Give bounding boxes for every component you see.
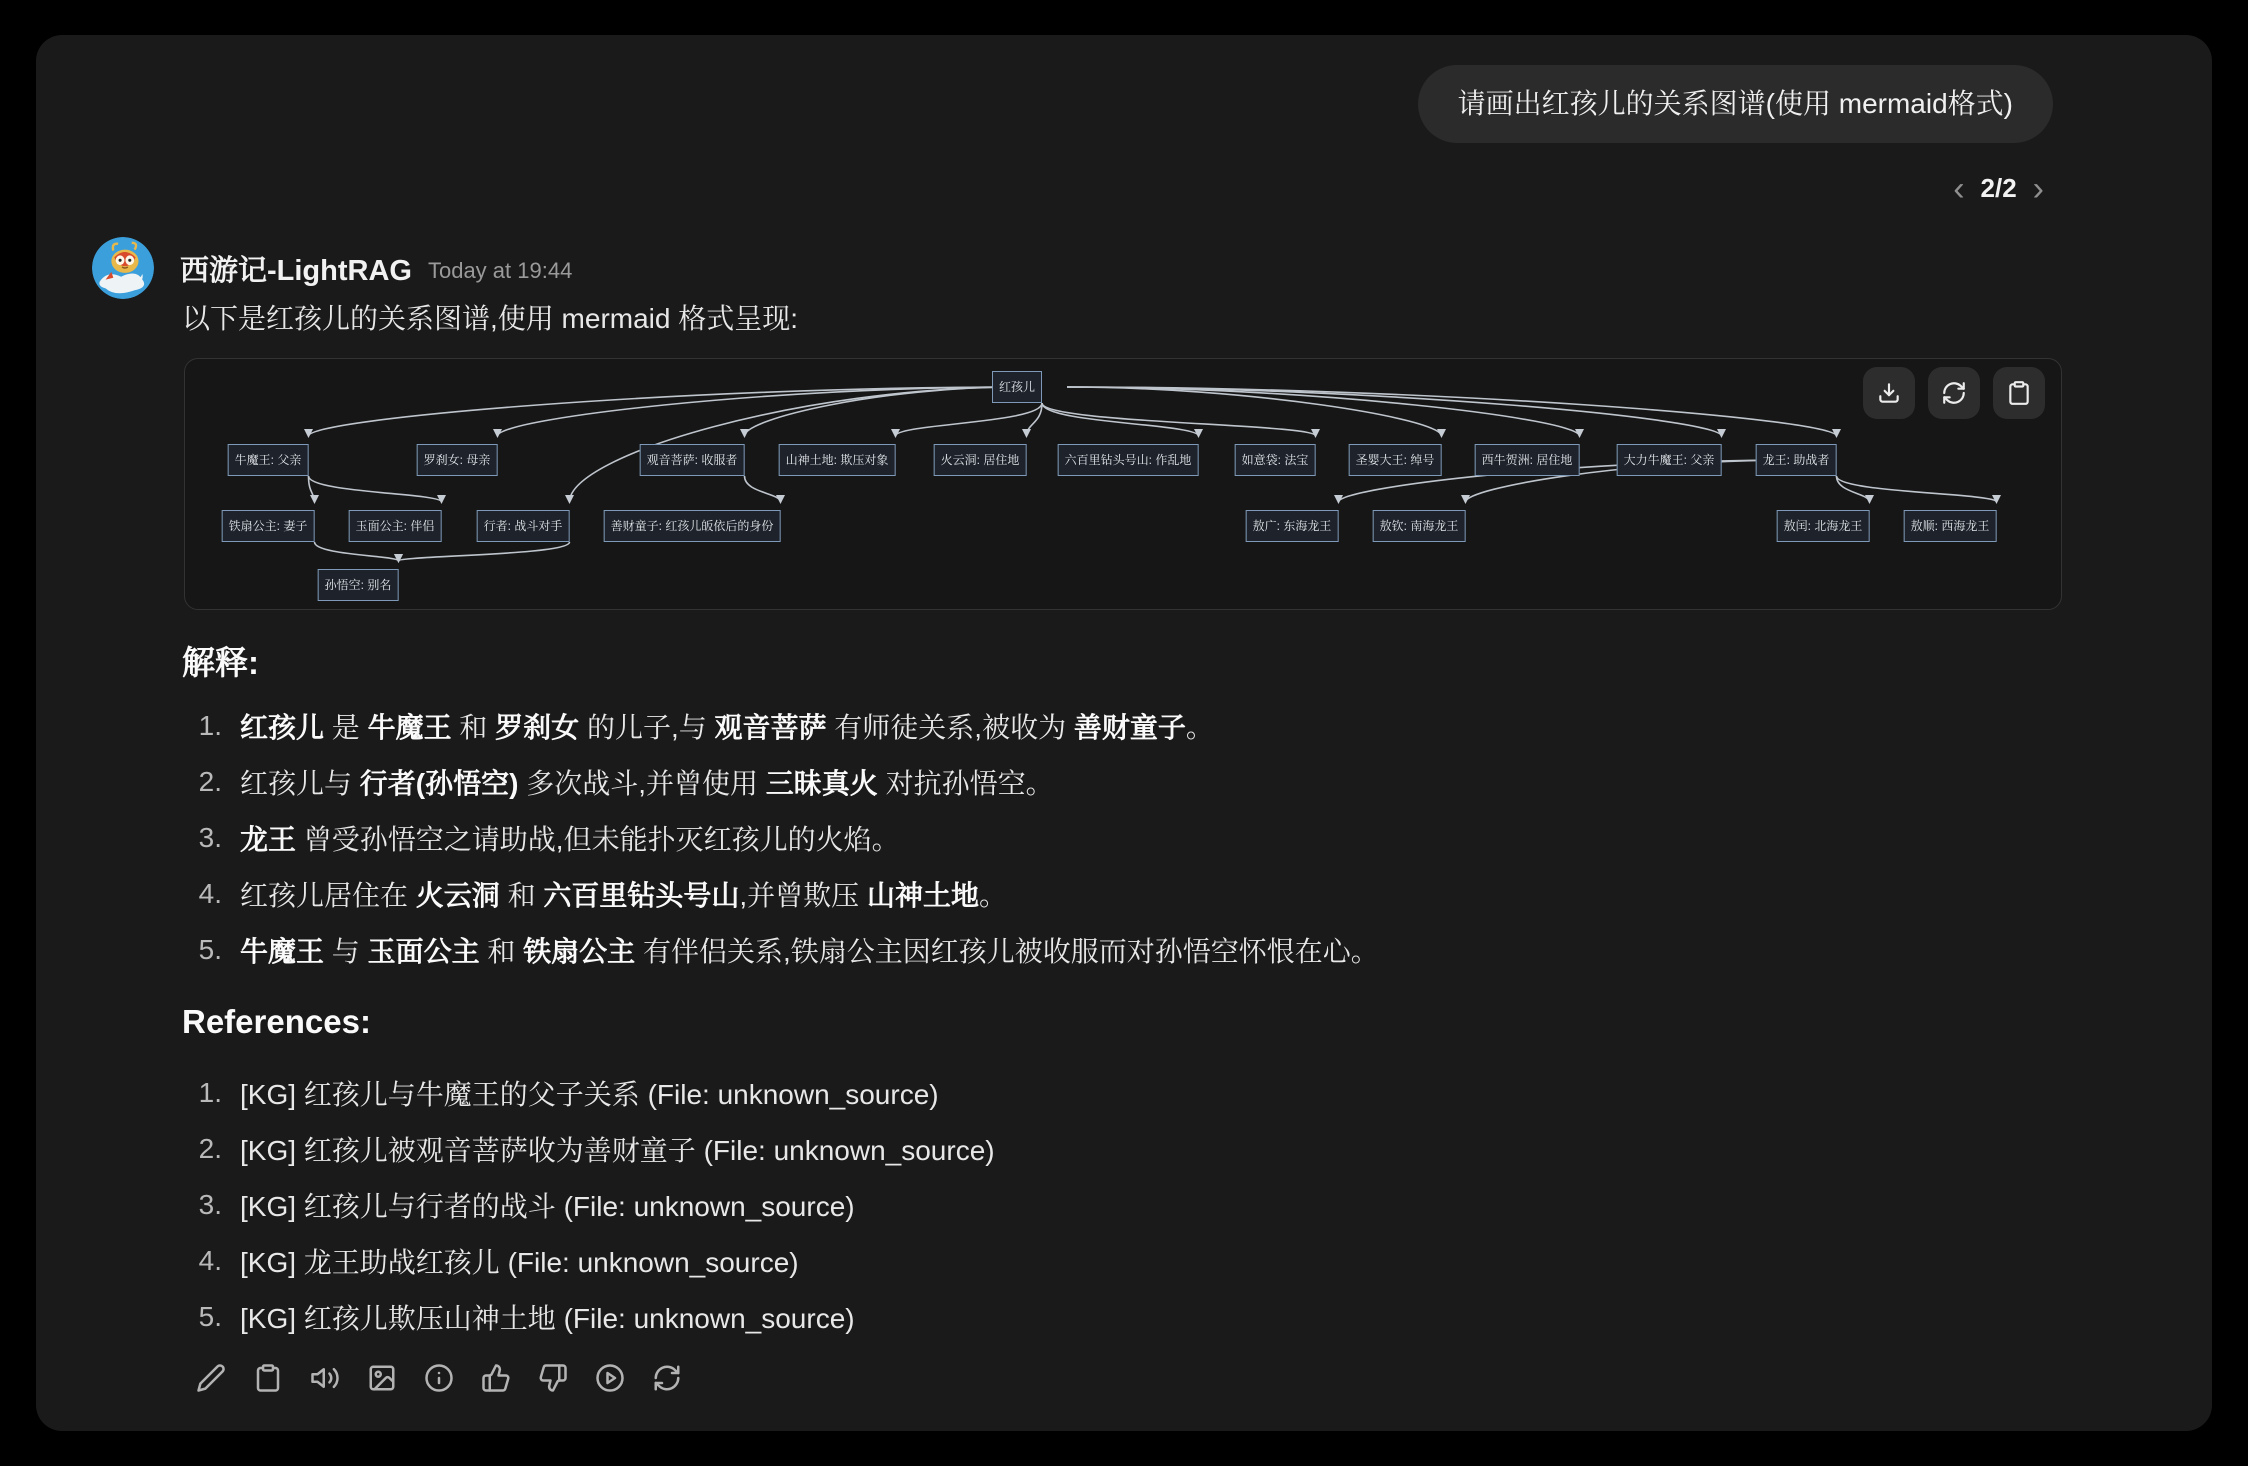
image-icon xyxy=(367,1363,397,1393)
diagram-node: 观音菩萨: 收服者 xyxy=(640,444,745,476)
references-list xyxy=(182,1065,995,1345)
list-item-text: [KG] 红孩儿与行者的战斗 (File: unknown_source) xyxy=(240,1191,855,1222)
list-item-text: 红孩儿居住在 火云洞 和 六百里钻头号山,并曾欺压 山神土地。 xyxy=(240,880,1007,911)
assistant-header xyxy=(92,237,572,299)
explanation-list xyxy=(182,698,1379,978)
avatar xyxy=(92,237,154,299)
list-item xyxy=(182,1233,995,1289)
diagram-node: 西牛贺洲: 居住地 xyxy=(1475,444,1580,476)
diagram-node: 龙王: 助战者 xyxy=(1756,444,1837,476)
list-item xyxy=(182,1065,995,1121)
diagram-node: 善财童子: 红孩儿皈依后的身份 xyxy=(604,510,781,542)
diagram-node: 玉面公主: 伴侣 xyxy=(349,510,442,542)
diagram-node: 大力牛魔王: 父亲 xyxy=(1617,444,1722,476)
user-message-bubble: 请画出红孩儿的关系图谱(使用 mermaid格式) xyxy=(1418,65,2053,143)
rerender-diagram-button[interactable] xyxy=(1928,367,1980,419)
monkey-avatar-icon xyxy=(92,237,154,299)
thumbs-down-button[interactable] xyxy=(537,1362,568,1393)
copy-diagram-button[interactable] xyxy=(1993,367,2045,419)
message-timestamp: Today at 19:44 xyxy=(427,258,573,283)
list-item xyxy=(182,1289,995,1345)
prev-page-icon[interactable]: ‹ xyxy=(1953,169,1965,208)
list-item xyxy=(182,754,1379,810)
download-icon xyxy=(1876,380,1902,406)
assistant-intro-text: 以下是红孩儿的关系图谱,使用 mermaid 格式呈现: xyxy=(182,303,799,334)
mermaid-diagram-panel xyxy=(184,358,2062,610)
copy-icon xyxy=(253,1363,283,1393)
message-pagination xyxy=(1953,169,2044,208)
diagram-node: 山神土地: 欺压对象 xyxy=(779,444,896,476)
diagram-node: 罗刹女: 母亲 xyxy=(417,444,498,476)
info-icon xyxy=(424,1363,454,1393)
list-item-number: 3. xyxy=(198,1189,222,1220)
info-button[interactable] xyxy=(423,1362,454,1393)
diagram-node: 火云洞: 居住地 xyxy=(934,444,1027,476)
diagram-node: 敖钦: 南海龙王 xyxy=(1373,510,1466,542)
diagram-node: 红孩儿 xyxy=(992,371,1042,403)
download-diagram-button[interactable] xyxy=(1863,367,1915,419)
list-item-text: [KG] 红孩儿被观音菩萨收为善财童子 (File: unknown_source) xyxy=(240,1135,995,1166)
diagram-node: 圣婴大王: 绰号 xyxy=(1349,444,1442,476)
diagram-toolbar xyxy=(1863,367,2045,419)
assistant-name: 西游记-LightRAG xyxy=(180,254,412,287)
list-item-number: 1. xyxy=(198,710,222,741)
list-item-number: 5. xyxy=(198,934,222,965)
list-item-text: [KG] 红孩儿与牛魔王的父子关系 (File: unknown_source) xyxy=(240,1079,939,1110)
list-item xyxy=(182,1177,995,1233)
play-button[interactable] xyxy=(594,1362,625,1393)
regenerate-button[interactable] xyxy=(651,1362,682,1393)
regenerate-icon xyxy=(652,1363,682,1393)
explanation-heading: 解释: xyxy=(182,644,259,681)
page-indicator: 2/2 xyxy=(1980,173,2017,203)
list-item-text: 红孩儿与 行者(孙悟空) 多次战斗,并曾使用 三昧真火 对抗孙悟空。 xyxy=(240,768,1054,799)
list-item-number: 3. xyxy=(198,822,222,853)
list-item-number: 5. xyxy=(198,1301,222,1332)
thumbs-up-button[interactable] xyxy=(480,1362,511,1393)
list-item xyxy=(182,810,1379,866)
diagram-node: 六百里钻头号山: 作乱地 xyxy=(1058,444,1199,476)
list-item-text: [KG] 龙王助战红孩儿 (File: unknown_source) xyxy=(240,1247,799,1278)
refresh-icon xyxy=(1941,380,1967,406)
list-item xyxy=(182,922,1379,978)
diagram-node: 敖广: 东海龙王 xyxy=(1246,510,1339,542)
list-item-text: [KG] 红孩儿欺压山神土地 (File: unknown_source) xyxy=(240,1303,855,1334)
message-actions-toolbar xyxy=(195,1362,682,1393)
list-item-number: 2. xyxy=(198,766,222,797)
diagram-node: 敖闰: 北海龙王 xyxy=(1777,510,1870,542)
diagram-node: 行者: 战斗对手 xyxy=(477,510,570,542)
copy-button[interactable] xyxy=(252,1362,283,1393)
speaker-icon xyxy=(310,1363,340,1393)
diagram-node: 如意袋: 法宝 xyxy=(1235,444,1316,476)
list-item-text: 牛魔王 与 玉面公主 和 铁扇公主 有伴侣关系,铁扇公主因红孩儿被收服而对孙悟空怀恨在心。 xyxy=(240,936,1379,967)
chat-window xyxy=(36,35,2212,1431)
next-page-icon[interactable]: › xyxy=(2032,169,2044,208)
list-item-number: 2. xyxy=(198,1133,222,1164)
thumbs-down-icon xyxy=(538,1363,568,1393)
diagram-node: 牛魔王: 父亲 xyxy=(228,444,309,476)
list-item-text: 龙王 曾受孙悟空之请助战,但未能扑灭红孩儿的火焰。 xyxy=(240,824,900,855)
export-image-button[interactable] xyxy=(366,1362,397,1393)
clipboard-icon xyxy=(2006,380,2032,406)
references-heading: References: xyxy=(182,1003,371,1040)
list-item-number: 4. xyxy=(198,1245,222,1276)
edit-button[interactable] xyxy=(195,1362,226,1393)
diagram-node: 铁扇公主: 妻子 xyxy=(222,510,315,542)
edit-icon xyxy=(196,1363,226,1393)
diagram-edges xyxy=(185,359,2061,609)
list-item-number: 1. xyxy=(198,1077,222,1108)
diagram-node: 敖顺: 西海龙王 xyxy=(1904,510,1997,542)
diagram-node: 孙悟空: 别名 xyxy=(318,569,399,601)
list-item-text: 红孩儿 是 牛魔王 和 罗刹女 的儿子,与 观音菩萨 有师徒关系,被收为 善财童子。 xyxy=(240,712,1214,743)
play-circle-icon xyxy=(595,1363,625,1393)
list-item-number: 4. xyxy=(198,878,222,909)
read-aloud-button[interactable] xyxy=(309,1362,340,1393)
list-item xyxy=(182,698,1379,754)
list-item xyxy=(182,1121,995,1177)
thumbs-up-icon xyxy=(481,1363,511,1393)
list-item xyxy=(182,866,1379,922)
